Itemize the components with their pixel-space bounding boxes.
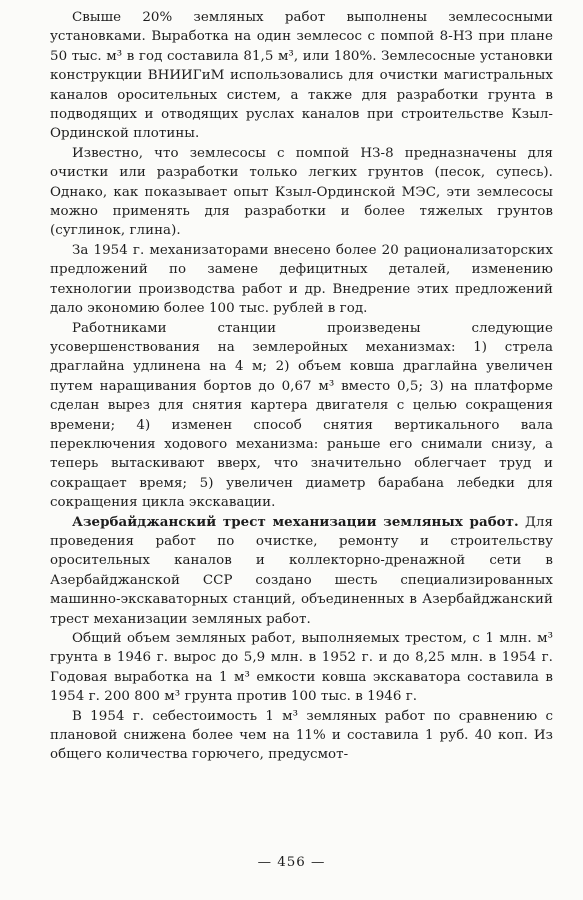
paragraph-text: Свыше 20% земляных работ выполнены землесосными установками. Выработка на один землесос с помпой 8-НЗ при плане 50 тыс. м³ в год составила 81,5 м³, или 180%. Землесосные установки конструкции ВНИИГиМ использовались для очистки магистральных каналов оросительных систем, а также для разработки грунта в подводящих и отводящих руслах каналов при строительстве Кзыл-Ординской плотины. (50, 10, 553, 142)
paragraph-text: За 1954 г. механизаторами внесено более 20 рационализаторских предложений по замене дефицитных деталей, изменению технологии производства работ и др. Внедрение этих предложений дало экономию более 100 тыс. рублей в год. (50, 242, 553, 317)
section-heading: Азербайджанский трест механизации земляных работ. (72, 513, 519, 530)
paragraph-rationalization (50, 241, 553, 319)
paragraph-azerbaijan-trust (50, 513, 553, 629)
paragraph-pump-usage (50, 144, 553, 241)
paragraph-text: Для проведения работ по очистке, ремонту и строительству оросительных каналов и коллекторно-дренажной сети в Азербайджанской ССР создано шесть специализированных машинно-экскаваторных станций, объединенных в Азербайджанский трест механизации земляных работ. (50, 514, 553, 627)
paragraph-text: В 1954 г. себестоимость 1 м³ земляных работ по сравнению с плановой снижена более чем на 11% и составила 1 руб. 40 коп. Из общего количества горючего, предусмот- (50, 708, 553, 763)
paragraph-improvements (50, 319, 553, 513)
paragraph-text: Известно, что землесосы с помпой НЗ-8 предназначены для очистки или разработки только легких грунтов (песок, супесь). Однако, как показывает опыт Кзыл-Ординской МЭС, эти землесосы можно применять для разработки и более тяжелых грунтов (суглинок, глина). (50, 145, 553, 239)
paragraph-dredging-units (50, 8, 553, 144)
page-number: — 456 — (257, 855, 326, 870)
paragraph-cost (50, 707, 553, 765)
paragraph-text: Общий объем земляных работ, выполняемых трестом, с 1 млн. м³ грунта в 1946 г. вырос до 5,9 млн. в 1952 г. и до 8,25 млн. в 1954 г. Годовая выработка на 1 м³ емкости ковша экскаватора составила в 1954 г. 200 800 м³ грунта против 100 тыс. в 1946 г. (50, 631, 553, 705)
paragraph-text: Работниками станции произведены следующие усовершенствования на землеройных механизмах: 1) стрела драглайна удлинена на 4 м; 2) объем ковша драглайна увеличен путем наращивания бортов до 0,67 м³ вместо 0,5; 3) на платформе сделан вырез для снятия картера двигателя с целью сокращения времени; 4) изменен способ снятия вертикального вала переключения ходового механизма: раньше его снимали снизу, а теперь вытаскивают вверх, что значительно облегчает труд и сокращает время; 5) увеличен диаметр барабана лебедки для сокращения цикла экскавации. (50, 320, 553, 511)
paragraph-work-volume (50, 629, 553, 707)
